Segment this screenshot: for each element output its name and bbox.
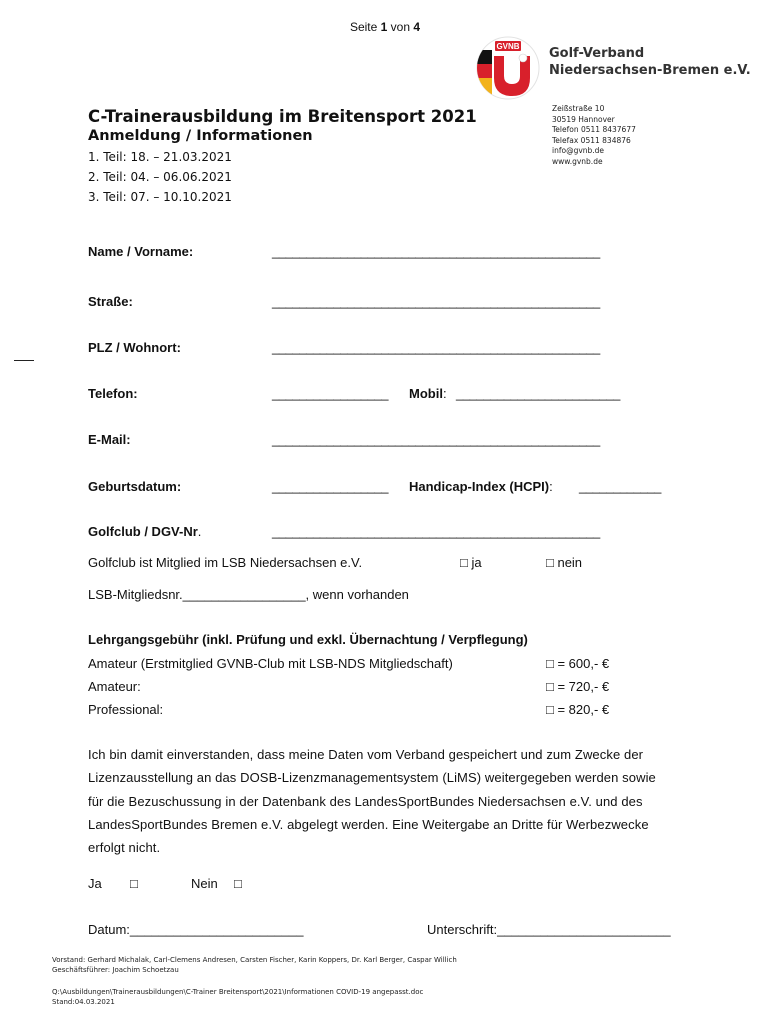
mobile-field[interactable]: ________________________	[456, 386, 620, 401]
member-no-checkbox[interactable]: □ nein	[546, 555, 583, 570]
hcpi-label-group: Handicap-Index (HCPI):	[409, 479, 553, 494]
consent-line-3: für die Bezuschussung in der Datenbank des LandesSportBundes Niedersachsen e.V. und des	[88, 794, 643, 809]
address-fax: Telefax 0511 834876	[552, 135, 631, 145]
logo-text: GVNB	[496, 42, 520, 51]
fee-label-amateur-member: Amateur (Erstmitglied GVNB-Club mit LSB-NDS Mitgliedschaft)	[88, 656, 453, 671]
margin-mark	[14, 360, 34, 361]
document-subtitle: Anmeldung / Informationen	[88, 128, 313, 144]
date-part-2: 2. Teil: 04. – 06.06.2021	[88, 170, 232, 184]
consent-line-5: erfolgt nicht.	[88, 840, 161, 855]
hcpi-field[interactable]: ____________	[579, 479, 661, 494]
email-label: E-Mail:	[88, 432, 131, 447]
footer-stand: Stand:04.03.2021	[52, 998, 115, 1006]
footer-manager: Geschäftsführer: Joachim Schoetzau	[52, 966, 179, 974]
footer-file-path: Q:\Ausbildungen\Trainerausbildungen\C-Trainer Breitensport\2021\Informationen COVID-19 angepasst.doc	[52, 988, 424, 996]
hcpi-label: Handicap-Index (HCPI)	[409, 479, 550, 494]
street-field[interactable]: ________________________________________________	[272, 294, 600, 309]
consent-line-2: Lizenzausstellung an das DOSB-Lizenzmanagementsystem (LiMS) weitergegeben werden sowie	[88, 770, 656, 785]
page-number: Seite 1 von 4	[349, 20, 421, 34]
fees-heading: Lehrgangsgebühr (inkl. Prüfung und exkl. Übernachtung / Verpflegung)	[88, 632, 528, 647]
date-part-3: 3. Teil: 07. – 10.10.2021	[88, 190, 232, 204]
member-question: Golfclub ist Mitglied im LSB Niedersachsen e.V.	[88, 555, 363, 570]
email-field[interactable]: ________________________________________________	[272, 432, 600, 447]
fee-checkbox-820[interactable]: □ = 820,- €	[546, 702, 610, 717]
mobile-label: Mobil	[409, 386, 443, 401]
footer-board: Vorstand: Gerhard Michalak, Carl-Clemens Andresen, Carsten Fischer, Karin Koppers, Dr. Karl Berger, Caspar Willich	[52, 956, 457, 964]
birth-label: Geburtsdatum:	[88, 479, 182, 494]
total-pages: 4	[413, 20, 421, 34]
phone-field[interactable]: _________________	[272, 386, 389, 401]
city-label: PLZ / Wohnort:	[88, 340, 181, 355]
consent-line-4: LandesSportBundes Bremen e.V. abgelegt werden. Eine Weitergabe an Dritte für Werbezwecke	[88, 817, 649, 832]
mobile-label-group: Mobil:	[409, 386, 447, 401]
consent-nein-label: Nein	[191, 876, 218, 891]
city-field[interactable]: ________________________________________________	[272, 340, 600, 355]
date-part-1: 1. Teil: 18. – 21.03.2021	[88, 150, 232, 164]
lsb-number-field[interactable]: LSB-Mitgliedsnr._________________, wenn vorhanden	[88, 587, 409, 602]
fee-checkbox-600[interactable]: □ = 600,- €	[546, 656, 610, 671]
fee-label-professional: Professional:	[88, 702, 164, 717]
consent-ja-label: Ja	[88, 876, 102, 891]
member-yes-checkbox[interactable]: □ ja	[460, 555, 482, 570]
address-web: www.gvnb.de	[552, 156, 603, 166]
current-page: 1	[380, 20, 388, 34]
consent-ja-checkbox[interactable]: □	[130, 876, 138, 891]
gvnb-logo	[476, 36, 540, 100]
consent-nein-checkbox[interactable]: □	[234, 876, 242, 891]
club-label-group: Golfclub / DGV-Nr.	[88, 524, 202, 539]
name-label: Name / Vorname:	[88, 244, 194, 259]
fee-checkbox-720[interactable]: □ = 720,- €	[546, 679, 610, 694]
document-title: C-Trainerausbildung im Breitensport 2021	[88, 107, 477, 126]
address-street: Zeißstraße 10	[552, 104, 605, 113]
address-city: 30519 Hannover	[552, 114, 615, 124]
club-field[interactable]: ________________________________________________	[272, 524, 600, 539]
fee-label-amateur: Amateur:	[88, 679, 141, 694]
date-field[interactable]: Datum:________________________	[88, 922, 304, 937]
org-name-line2: Niedersachsen-Bremen e.V.	[549, 63, 751, 78]
org-address	[552, 104, 636, 167]
phone-label: Telefon:	[88, 386, 138, 401]
club-label: Golfclub / DGV-Nr	[88, 524, 198, 539]
address-email: info@gvnb.de	[552, 146, 605, 155]
name-field[interactable]: ________________________________________________	[272, 244, 600, 259]
street-label: Straße:	[88, 294, 133, 309]
address-phone: Telefon 0511 8437677	[552, 125, 636, 134]
org-name-line1: Golf-Verband	[549, 46, 645, 61]
signature-field[interactable]: Unterschrift:________________________	[427, 922, 671, 937]
birth-field[interactable]: _________________	[272, 479, 389, 494]
consent-line-1: Ich bin damit einverstanden, dass meine Daten vom Verband gespeichert und zum Zwecke der	[88, 747, 644, 762]
